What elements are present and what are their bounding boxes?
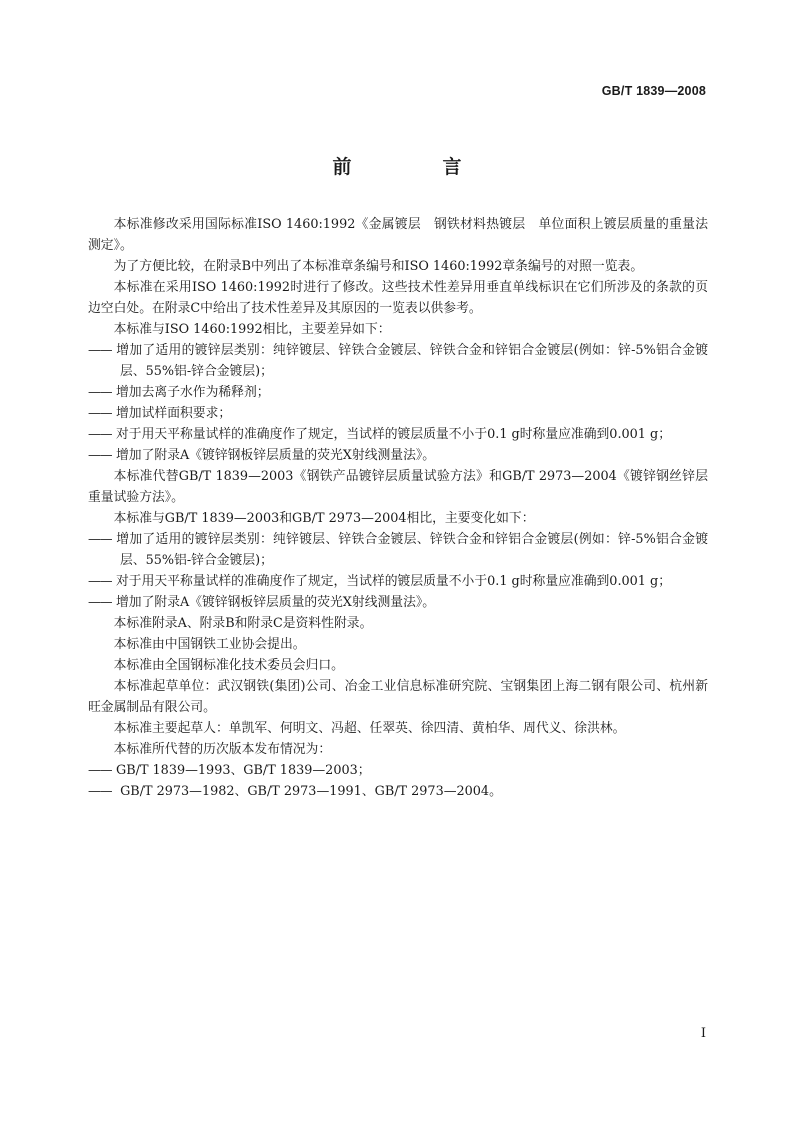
standard-code: GB/T 1839—2008 xyxy=(601,84,706,98)
list-item xyxy=(88,424,708,445)
paragraph: 本标准主要起草人：单凯军、何明文、冯超、任翠英、徐四清、黄柏华、周代义、徐洪林。 xyxy=(113,721,626,736)
list-item xyxy=(88,760,708,781)
paragraph: 本标准代替GB/T 1839—2003《钢铁产品镀锌层质量试验方法》和GB/T 2973—2004《镀锌钢丝锌层重量试验方法》。 xyxy=(88,469,708,505)
list-item-text: 增加试样面积要求； xyxy=(116,406,232,421)
paragraph: 本标准与GB/T 1839—2003和GB/T 2973—2004相比，主要变化如下： xyxy=(113,511,535,526)
list-dash: —— xyxy=(88,385,112,400)
list-item xyxy=(88,571,708,592)
document-body xyxy=(88,214,708,802)
list-dash: —— xyxy=(88,448,112,463)
list-item-text: 增加了适用的镀锌层类别：纯锌镀层、锌铁合金镀层、锌铁合金和锌铝合金镀层(例如：锌-5%铝合金镀层、55%铝-锌合金镀层)； xyxy=(116,343,708,379)
paragraph: 本标准所代替的历次版本发布情况为： xyxy=(113,742,332,757)
paragraph: 本标准在采用ISO 1460:1992时进行了修改。这些技术性差异用垂直单线标识在它们所涉及的条款的页边空白处。在附录C中给出了技术性差异及其原因的一览表以供参考。 xyxy=(88,280,708,316)
list-item-text: 对于用天平称量试样的准确度作了规定，当试样的镀层质量不小于0.1 g时称量应准确到0.001 g； xyxy=(116,427,671,442)
list-item xyxy=(88,592,708,613)
paragraph: 为了方便比较，在附录B中列出了本标准章条编号和ISO 1460:1992章条编号的对照一览表。 xyxy=(113,259,644,274)
list-dash: —— xyxy=(88,784,112,799)
list-dash: —— xyxy=(88,595,112,610)
list-item-text: GB/T 1839—1993、GB/T 1839—2003； xyxy=(116,763,371,778)
page-number: I xyxy=(700,1026,706,1041)
paragraph: 本标准由中国钢铁工业协会提出。 xyxy=(113,637,306,652)
list-item xyxy=(88,340,708,382)
list-item-text: 增加去离子水作为稀释剂； xyxy=(116,385,270,400)
paragraph: 本标准与ISO 1460:1992相比，主要差异如下： xyxy=(113,322,391,337)
paragraph: 本标准附录A、附录B和附录C是资料性附录。 xyxy=(113,616,373,631)
list-dash: —— xyxy=(88,406,112,421)
list-item xyxy=(88,445,708,466)
list-item-text: 增加了适用的镀锌层类别：纯锌镀层、锌铁合金镀层、锌铁合金和锌铝合金镀层(例如：锌-5%铝合金镀层、55%铝-锌合金镀层)； xyxy=(116,532,708,568)
list-item-text: 增加了附录A《镀锌钢板锌层质量的荧光X射线测量法》。 xyxy=(116,448,436,463)
list-item xyxy=(88,781,708,802)
list-item xyxy=(88,382,708,403)
list-dash: —— xyxy=(88,427,112,442)
list-dash: —— xyxy=(88,343,112,358)
paragraph: 本标准修改采用国际标准ISO 1460:1992《金属镀层 钢铁材料热镀层 单位面积上镀层质量的重量法测定》。 xyxy=(88,217,708,253)
list-dash: —— xyxy=(88,574,112,589)
paragraph: 本标准起草单位：武汉钢铁(集团)公司、冶金工业信息标准研究院、宝钢集团上海二钢有限公司、杭州新旺金属制品有限公司。 xyxy=(88,679,708,715)
paragraph: 本标准由全国钢标准化技术委员会归口。 xyxy=(113,658,344,673)
list-item-text: 增加了附录A《镀锌钢板锌层质量的荧光X射线测量法》。 xyxy=(116,595,436,610)
list-item xyxy=(88,403,708,424)
page-title: 前 言 xyxy=(332,156,498,178)
list-item xyxy=(88,529,708,571)
list-item-text: GB/T 2973—1982、GB/T 2973—1991、GB/T 2973—2004。 xyxy=(116,784,502,799)
list-dash: —— xyxy=(88,532,112,547)
list-item-text: 对于用天平称量试样的准确度作了规定，当试样的镀层质量不小于0.1 g时称量应准确到0.001 g； xyxy=(116,574,671,589)
list-dash: —— xyxy=(88,763,112,778)
